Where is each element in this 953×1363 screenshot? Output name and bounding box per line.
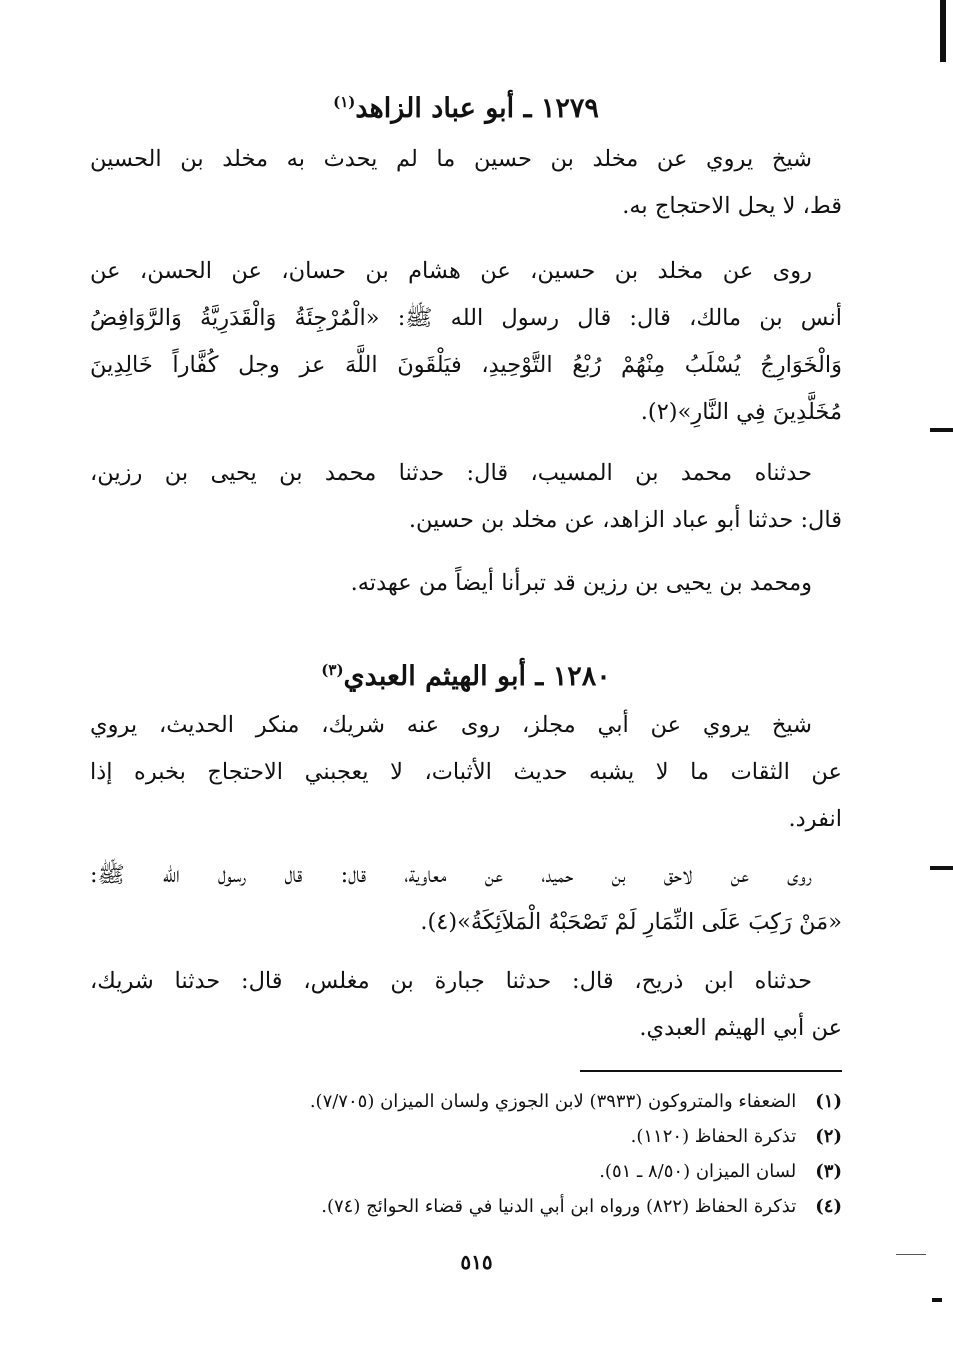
footnote-separator: [580, 1070, 842, 1072]
text-line: أنس بن مالك، قال: قال رسول الله ﷺ: «الْمُرْجِئَةُ وَالْقَدَرِيَّةُ وَالرَّوَافِضُ: [90, 305, 842, 331]
footnote-item: [200, 1119, 842, 1154]
text-line: قال: حدثنا أبو عباد الزاهد، عن مخلد بن حسين.: [408, 507, 842, 533]
text-line: وَالْخَوَارِجُ يُسْلَبُ مِنْهُمْ رُبْعُ التَّوْحِيدِ، فيَلْقَونَ اللَّهَ عز وجل كُفَّاراً خَالِدِينَ: [90, 352, 842, 378]
footnotes: [200, 1084, 842, 1224]
footnote-number: (٣): [815, 1161, 842, 1182]
text-line: حدثناه محمد بن المسيب، قال: حدثنا محمد بن يحيى بن رزين،: [90, 460, 812, 486]
footnote-ref: (٣): [321, 661, 344, 679]
entry-number: ١٢٨٠: [552, 661, 611, 692]
footnote-number: (١): [815, 1091, 842, 1112]
text-line: عن الثقات ما لا يشبه حديث الأثبات، لا يعجبني الاحتجاج بخبره إذا: [90, 759, 842, 785]
scan-edge-mark: [930, 428, 953, 432]
heading-dash: ـ: [535, 661, 544, 692]
text-line: ومحمد بن يحيى بن رزين قد تبرأنا أيضاً من عهدته.: [350, 570, 812, 596]
scan-edge-mark: [930, 866, 953, 870]
paragraph-1279-note: [90, 560, 842, 607]
paragraph-1279-bio: [90, 136, 842, 230]
footnote-text: لسان الميزان (٨/٥٠ ـ ٥١).: [599, 1161, 797, 1182]
text-line: روى عن مخلد بن حسين، عن هشام بن حسان، عن الحسن، عن: [90, 258, 812, 284]
text-line: روى عن لاحق بن حميد، عن معاوية، قال: قال رسول الله ﷺ:: [90, 862, 812, 888]
entry-heading-1279: [90, 82, 842, 129]
entry-heading-1280: [90, 650, 842, 697]
footnote-ref: (١): [333, 93, 356, 111]
text-line: شيخ يروي عن مخلد بن حسين ما لم يحدث به مخلد بن الحسين: [90, 146, 812, 172]
scan-edge-mark: [940, 0, 946, 62]
text-line: انفرد.: [788, 806, 842, 832]
text-line: قط، لا يحل الاحتجاج به.: [622, 193, 842, 219]
entry-name: أبو الهيثم العبدي: [343, 661, 526, 692]
footnote-text: تذكرة الحفاظ (١١٢٠).: [630, 1126, 797, 1147]
entry-number: ١٢٧٩: [540, 93, 599, 124]
footnote-item: [200, 1154, 842, 1189]
text-line: عن أبي الهيثم العبدي.: [639, 1015, 842, 1041]
paragraph-1279-hadith: [90, 248, 842, 436]
page-number: ٥١٥: [460, 1250, 493, 1274]
footnote-number: (٢): [815, 1126, 842, 1147]
footnote-item: [200, 1189, 842, 1224]
paragraph-1280-hadith: [90, 852, 842, 946]
footnote-text: تذكرة الحفاظ (٨٢٢) ورواه ابن أبي الدنيا في قضاء الحوائج (٧٤).: [321, 1196, 797, 1217]
paragraph-1280-isnad: [90, 958, 842, 1052]
footnote-number: (٤): [815, 1196, 842, 1217]
scan-edge-mark: [932, 1298, 942, 1302]
text-line: شيخ يروي عن أبي مجلز، روى عنه شريك، منكر الحديث، يروي: [90, 712, 812, 738]
entry-name: أبو عباد الزاهد: [355, 93, 515, 124]
scan-edge-mark: [896, 1254, 926, 1255]
footnote-text: الضعفاء والمتروكون (٣٩٣٣) لابن الجوزي ولسان الميزان (٧/٧٠٥).: [309, 1091, 797, 1112]
text-line: «مَنْ رَكِبَ عَلَى النِّمَارِ لَمْ تَصْحَبْهُ الْمَلاَئِكَةُ»(٤).: [420, 909, 842, 935]
text-line: مُخَلَّدِينَ فِي النَّارِ»(٢).: [640, 399, 842, 425]
heading-dash: ـ: [523, 93, 532, 124]
paragraph-1279-isnad: [90, 450, 842, 544]
text-line: حدثناه ابن ذريح، قال: حدثنا جبارة بن مغلس، قال: حدثنا شريك،: [90, 968, 812, 994]
paragraph-1280-bio: [90, 702, 842, 843]
footnote-item: [200, 1084, 842, 1119]
